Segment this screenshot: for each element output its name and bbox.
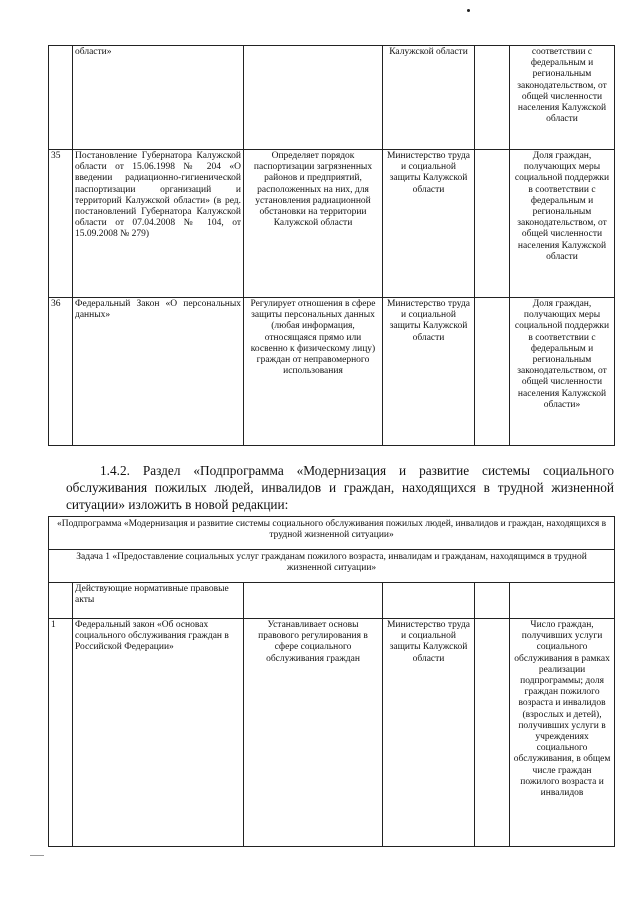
cell-executor: Министерство труда и социальной защиты Калужской области [383, 150, 475, 298]
table-row [49, 517, 615, 550]
table-row [49, 619, 615, 847]
cell-empty [383, 583, 475, 619]
cell-empty [475, 298, 510, 446]
cell-empty [510, 583, 615, 619]
cell-purpose: Определяет порядок паспортизации загрязненных районов и предприятий, расположенных на них, для установления радиационной обстановки на территории Калужской области [244, 150, 383, 298]
cell-empty [49, 583, 73, 619]
table-top [48, 45, 615, 446]
cell-purpose: Регулирует отношения в сфере защиты персональных данных (любая информация, относящаяся прямо или косвенно к физическому лицу) граждан от неправомерного использования [244, 298, 383, 446]
cell-purpose [244, 46, 383, 150]
cell-executor: Калужской области [383, 46, 475, 150]
cell-act: Постановление Губернатора Калужской области от 15.06.1998 № 204 «О введении радиационно-гигиенической паспортизации организаций и территорий Калужской области» (в ред. постановлений Губернатора Калужской области от 07.04.2008 № 104, от 15.09.2008 № 279) [73, 150, 244, 298]
table-row [49, 46, 615, 150]
cell-executor: Министерство труда и социальной защиты Калужской области [383, 298, 475, 446]
table-bottom [48, 516, 615, 847]
cell-indicator: Доля граждан, получающих меры социальной поддержки в соответствии с федеральным и региональным законодательством, от общей численности населения Калужской области [510, 150, 615, 298]
cell-purpose: Устанавливает основы правового регулирования в сфере социального обслуживания граждан [244, 619, 383, 847]
table-row [49, 298, 615, 446]
cell-indicator: Доля граждан, получающих меры социальной поддержки в соответствии с федеральным и региональным законодательством, от общей численности населения Калужской области» [510, 298, 615, 446]
cell-empty [475, 619, 510, 847]
table-row [49, 150, 615, 298]
cell-num: 1 [49, 619, 73, 847]
cell-act: области» [73, 46, 244, 150]
cell-act: Федеральный закон «Об основах социального обслуживания граждан в Российской Федерации» [73, 619, 244, 847]
table-row [49, 583, 615, 619]
cell-indicator: соответствии с федеральным и региональным законодательством, от общей численности населения Калужской области [510, 46, 615, 150]
cell-empty [244, 583, 383, 619]
cell-empty [475, 150, 510, 298]
scan-mark [30, 855, 44, 856]
cell-num: 35 [49, 150, 73, 298]
table-row [49, 550, 615, 583]
cell-executor: Министерство труда и социальной защиты Калужской области [383, 619, 475, 847]
scan-dot [467, 9, 470, 12]
acts-heading: Действующие нормативные правовые акты [73, 583, 244, 619]
cell-empty [475, 583, 510, 619]
cell-num: 36 [49, 298, 73, 446]
cell-act: Федеральный Закон «О персональных данных» [73, 298, 244, 446]
subprogram-header: «Подпрограмма «Модернизация и развитие системы социального обслуживания пожилых людей, инвалидов и граждан, находящихся в трудной жизненной ситуации» [49, 517, 615, 550]
task-header: Задача 1 «Предоставление социальных услуг гражданам пожилого возраста, инвалидам и гражданам, находящимся в трудной жизненной ситуации» [49, 550, 615, 583]
cell-empty [475, 46, 510, 150]
section-paragraph: 1.4.2. Раздел «Подпрограмма «Модернизация и развитие системы социального обслуживания пожилых людей, инвалидов и граждан, находящихся в трудной жизненной ситуации» изложить в новой редакции: [66, 463, 614, 512]
cell-indicator: Число граждан, получивших услуги социального обслуживания в рамках реализации подпрограммы; доля граждан пожилого возраста и инвалидов (взрослых и детей), получивших услуги в учреждениях социального обслуживания, в общем числе граждан пожилого возраста и инвалидов [510, 619, 615, 847]
cell-num [49, 46, 73, 150]
